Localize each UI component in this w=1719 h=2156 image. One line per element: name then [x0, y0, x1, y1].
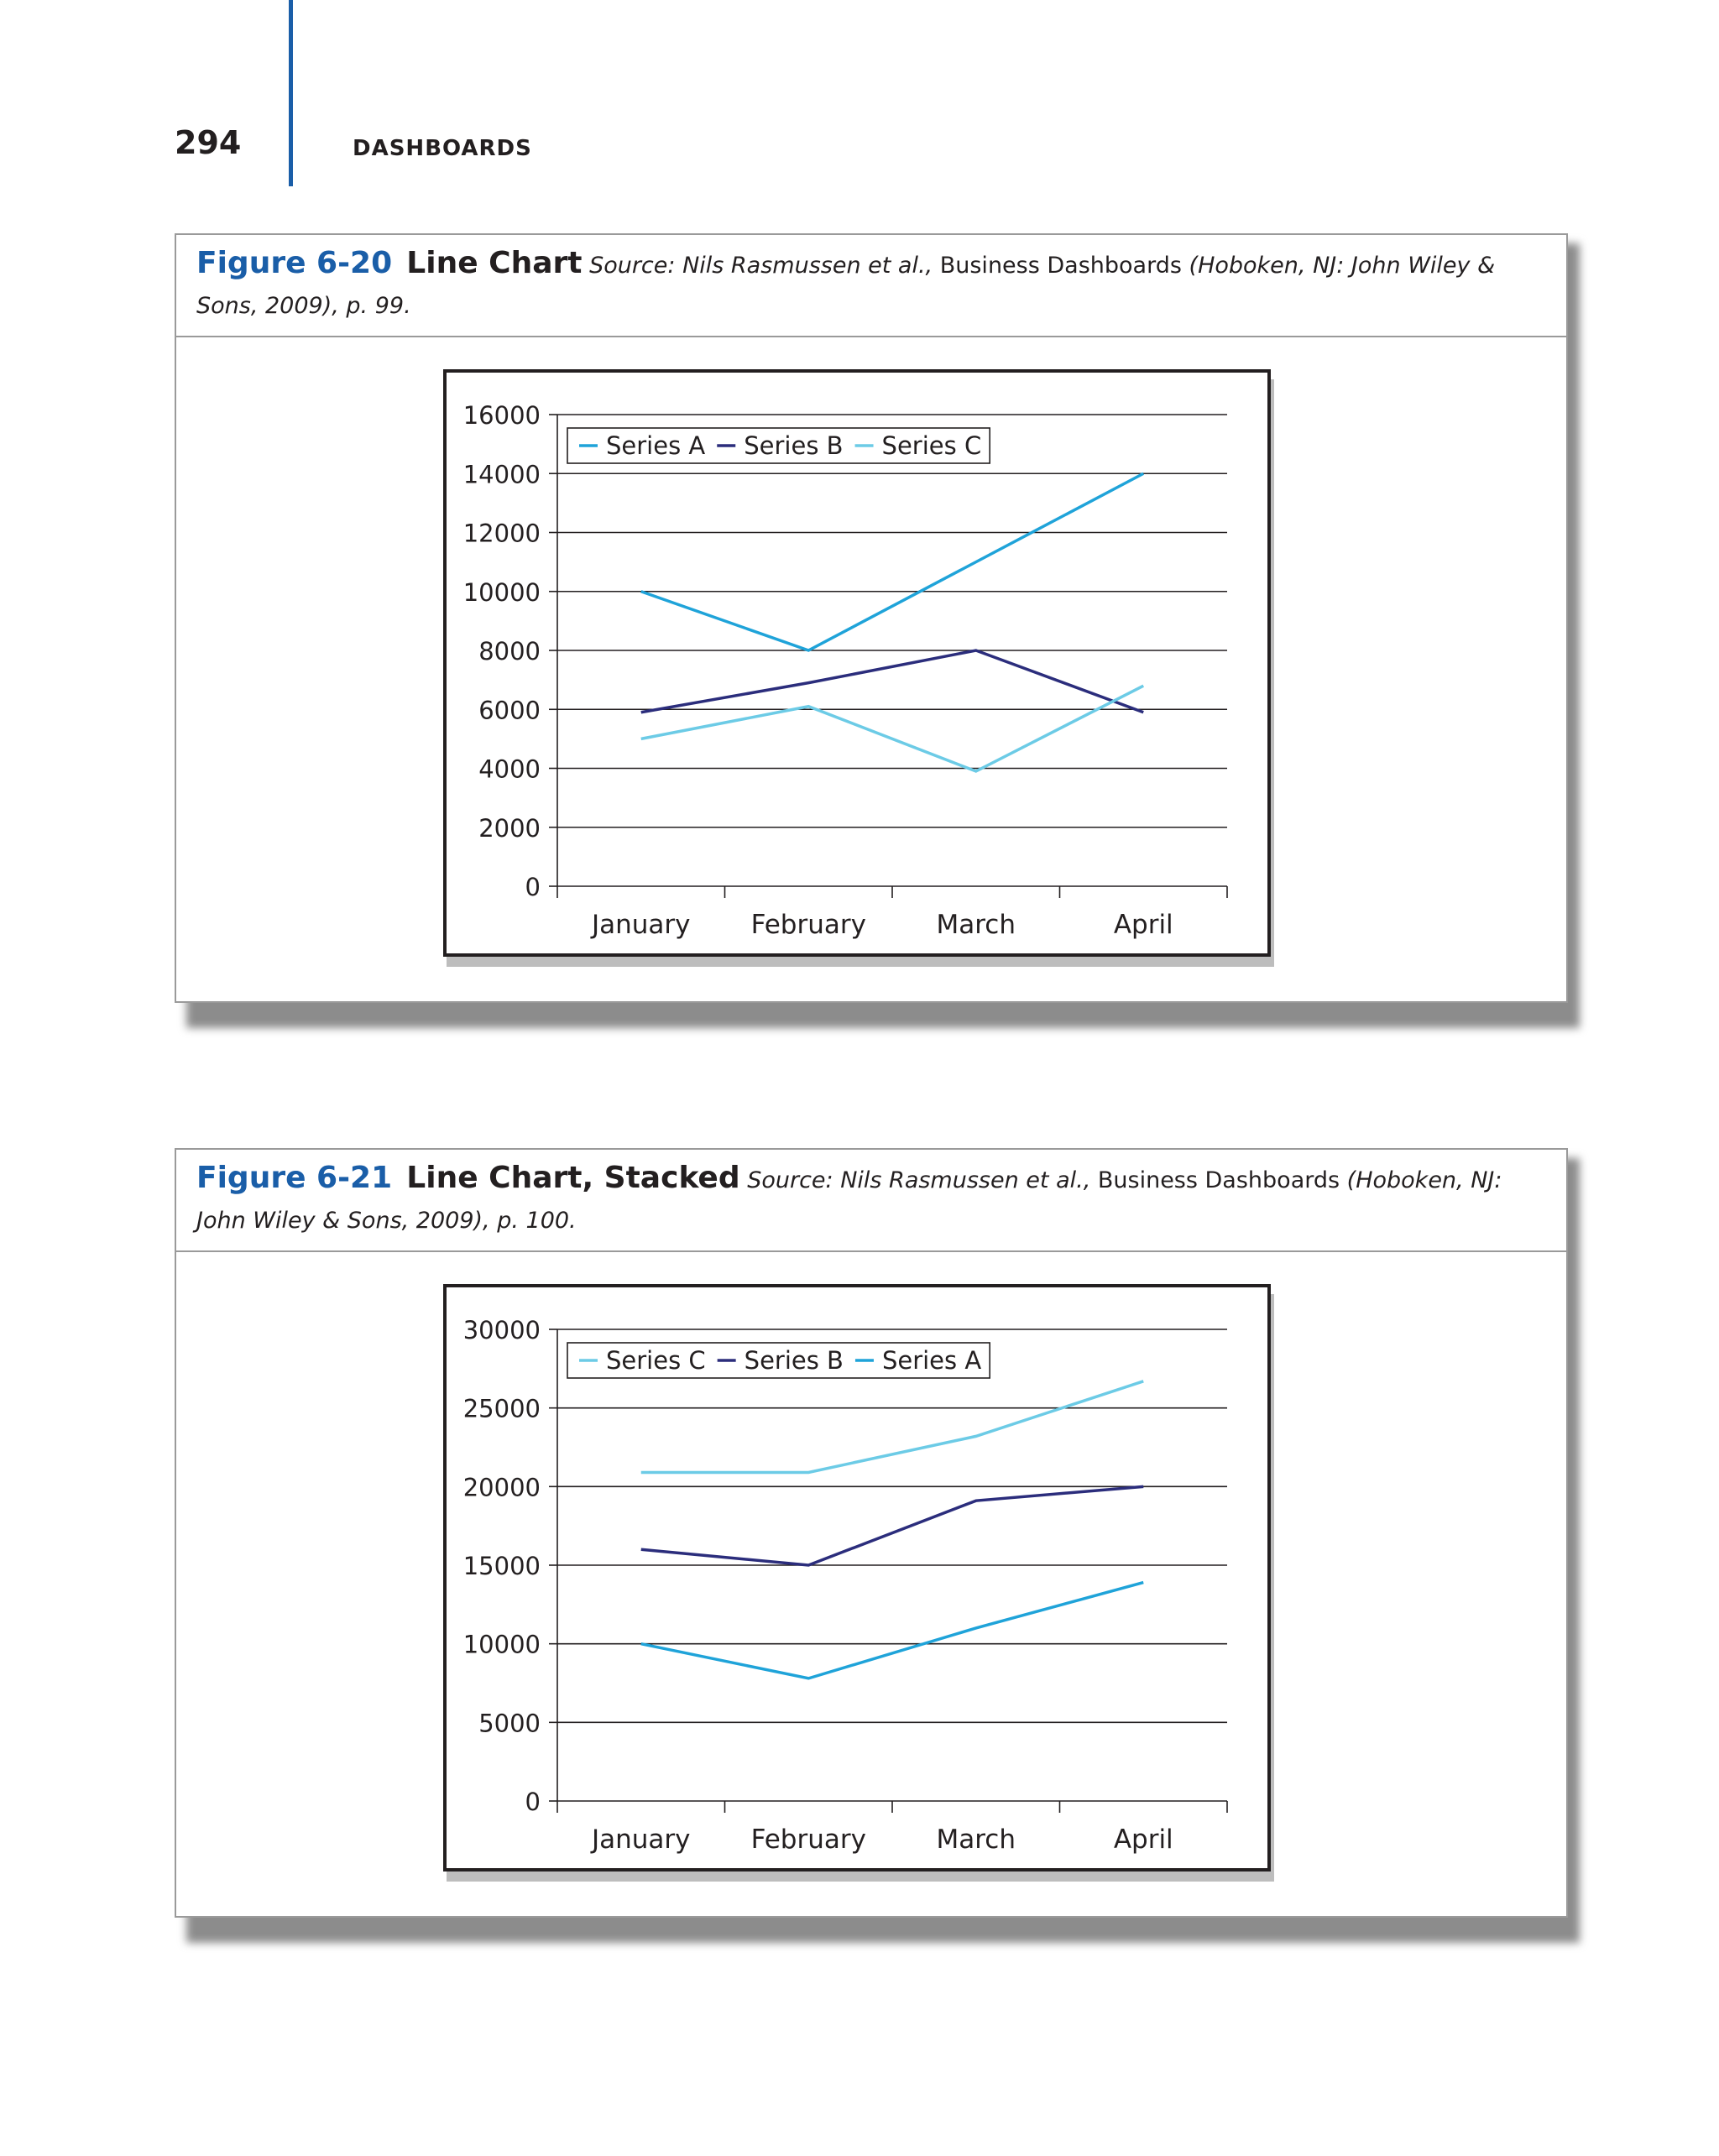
legend — [567, 428, 990, 463]
figure-title: Line Chart, Stacked — [406, 1161, 740, 1195]
y-tick-label: 14000 — [462, 460, 541, 489]
y-tick-label: 10000 — [462, 577, 541, 607]
figure-6-21 — [175, 1148, 1568, 1918]
y-tick-label: 20000 — [462, 1473, 541, 1502]
y-tick-label: 4000 — [478, 754, 541, 784]
figure-number: Figure 6-20 — [196, 246, 393, 280]
y-tick-label: 12000 — [462, 519, 541, 548]
margin-rule — [289, 0, 293, 186]
y-tick-label: 25000 — [462, 1394, 541, 1423]
page-number: 294 — [175, 124, 242, 161]
series-line-series-a — [641, 1583, 1144, 1678]
source-prefix: Source: Nils Rasmussen et al., — [589, 253, 933, 279]
legend — [567, 1343, 990, 1378]
legend-label: Series B — [744, 431, 844, 460]
x-tick-label: March — [936, 910, 1016, 940]
x-tick-label: February — [750, 1825, 866, 1855]
legend-label: Series B — [744, 1346, 844, 1375]
legend-label: Series A — [606, 431, 706, 460]
x-tick-label: April — [1113, 1825, 1173, 1855]
line-chart-1 — [447, 373, 1267, 953]
source-book: Business Dashboards — [939, 253, 1182, 279]
figure-number: Figure 6-21 — [196, 1161, 393, 1195]
y-tick-label: 16000 — [462, 401, 541, 430]
x-tick-label: January — [591, 1825, 691, 1855]
line-chart-2 — [447, 1287, 1267, 1868]
x-tick-label: April — [1113, 910, 1173, 940]
figure-caption — [176, 1150, 1566, 1252]
y-tick-label: 15000 — [462, 1552, 541, 1580]
chart-frame — [443, 369, 1271, 957]
y-tick-label: 10000 — [462, 1630, 541, 1659]
source-prefix: Source: Nils Rasmussen et al., — [747, 1167, 1091, 1193]
series-line-series-a — [641, 473, 1144, 650]
series-line-series-c — [641, 1381, 1144, 1473]
figure-title: Line Chart — [406, 246, 583, 280]
series-line-series-b — [641, 1486, 1144, 1565]
y-tick-label: 2000 — [478, 813, 541, 843]
x-tick-label: February — [750, 910, 866, 940]
legend-label: Series A — [881, 1346, 982, 1375]
y-tick-label: 0 — [525, 873, 541, 901]
x-tick-label: March — [936, 1825, 1016, 1855]
y-tick-label: 8000 — [478, 637, 541, 666]
y-tick-label: 30000 — [462, 1316, 541, 1344]
figure-caption — [176, 235, 1566, 337]
y-tick-label: 0 — [525, 1788, 541, 1816]
source-rest: (Hoboken, NJ: John Wiley & Sons, 2009), p. 99. — [196, 253, 1496, 319]
y-tick-label: 5000 — [478, 1709, 541, 1738]
source-book: Business Dashboards — [1097, 1167, 1340, 1193]
figure-6-20 — [175, 233, 1568, 1003]
chart-frame — [443, 1284, 1271, 1871]
series-line-series-b — [641, 650, 1144, 713]
legend-label: Series C — [606, 1346, 706, 1375]
y-tick-label: 6000 — [478, 696, 541, 725]
x-tick-label: January — [591, 910, 691, 940]
source-rest: (Hoboken, NJ: John Wiley & Sons, 2009), p. 100. — [196, 1167, 1502, 1234]
legend-label: Series C — [881, 431, 982, 460]
running-head: DASHBOARDS — [353, 136, 532, 161]
